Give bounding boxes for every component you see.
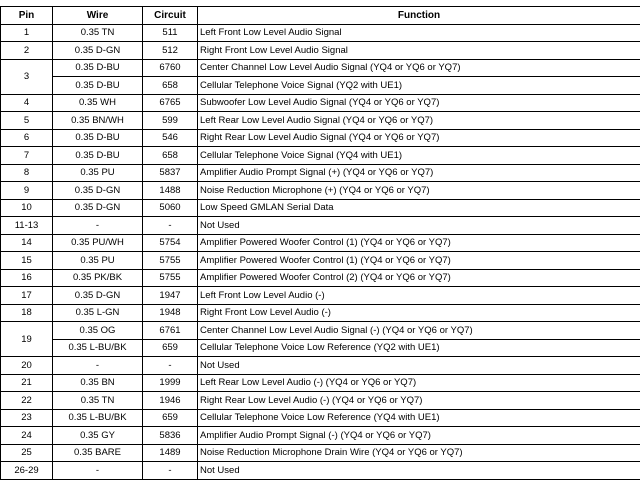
function-cell: Amplifier Audio Prompt Signal (+) (YQ4 or YQ6 or YQ7) xyxy=(198,164,640,182)
table-row xyxy=(1,59,640,77)
table-row xyxy=(1,427,640,445)
wire-cell: 0.35 PU xyxy=(53,164,143,182)
wire-cell: - xyxy=(53,357,143,375)
function-cell: Amplifier Powered Woofer Control (1) (YQ4 or YQ6 or YQ7) xyxy=(198,234,640,252)
circuit-cell: 6761 xyxy=(143,322,198,340)
function-cell: Cellular Telephone Voice Low Reference (YQ4 with UE1) xyxy=(198,409,640,427)
function-cell: Cellular Telephone Voice Low Reference (YQ2 with UE1) xyxy=(198,339,640,357)
wire-cell: 0.35 D-BU xyxy=(53,77,143,95)
function-cell: Noise Reduction Microphone Drain Wire (YQ4 or YQ6 or YQ7) xyxy=(198,444,640,462)
pin-cell: 20 xyxy=(1,357,53,375)
wire-cell: 0.35 GY xyxy=(53,427,143,445)
table-row xyxy=(1,182,640,200)
function-cell: Not Used xyxy=(198,217,640,235)
wire-cell: 0.35 L-BU/BK xyxy=(53,339,143,357)
circuit-cell: 659 xyxy=(143,409,198,427)
pin-cell: 26-29 xyxy=(1,462,53,480)
pin-cell: 17 xyxy=(1,287,53,305)
pin-cell: 2 xyxy=(1,42,53,60)
table-row xyxy=(1,199,640,217)
pin-cell: 15 xyxy=(1,252,53,270)
wire-cell: 0.35 BN xyxy=(53,374,143,392)
pin-cell: 6 xyxy=(1,129,53,147)
circuit-cell: 599 xyxy=(143,112,198,130)
circuit-cell: 6765 xyxy=(143,94,198,112)
pin-cell: 1 xyxy=(1,24,53,42)
circuit-cell: 1947 xyxy=(143,287,198,305)
pin-cell: 22 xyxy=(1,392,53,410)
table-row xyxy=(1,444,640,462)
pin-cell: 3 xyxy=(1,59,53,94)
pin-cell: 19 xyxy=(1,322,53,357)
circuit-cell: 658 xyxy=(143,77,198,95)
pin-cell: 8 xyxy=(1,164,53,182)
header-row xyxy=(1,7,640,25)
function-cell: Left Rear Low Level Audio Signal (YQ4 or YQ6 or YQ7) xyxy=(198,112,640,130)
pin-cell: 5 xyxy=(1,112,53,130)
header-circuit: Circuit xyxy=(143,7,198,25)
wire-cell: 0.35 D-GN xyxy=(53,287,143,305)
circuit-cell: 5060 xyxy=(143,199,198,217)
pin-cell: 21 xyxy=(1,374,53,392)
header-pin: Pin xyxy=(1,7,53,25)
header-wire: Wire xyxy=(53,7,143,25)
function-cell: Center Channel Low Level Audio Signal (-) (YQ4 or YQ6 or YQ7) xyxy=(198,322,640,340)
wire-cell: - xyxy=(53,217,143,235)
function-cell: Right Front Low Level Audio Signal xyxy=(198,42,640,60)
wire-cell: 0.35 D-GN xyxy=(53,42,143,60)
pin-cell: 11-13 xyxy=(1,217,53,235)
function-cell: Noise Reduction Microphone (+) (YQ4 or YQ6 or YQ7) xyxy=(198,182,640,200)
wire-cell: 0.35 WH xyxy=(53,94,143,112)
wire-cell: 0.35 L-BU/BK xyxy=(53,409,143,427)
function-cell: Not Used xyxy=(198,462,640,480)
pin-cell: 16 xyxy=(1,269,53,287)
wire-cell: 0.35 D-GN xyxy=(53,199,143,217)
circuit-cell: 5755 xyxy=(143,252,198,270)
table-row xyxy=(1,129,640,147)
function-cell: Subwoofer Low Level Audio Signal (YQ4 or YQ6 or YQ7) xyxy=(198,94,640,112)
table-row xyxy=(1,112,640,130)
pin-cell: 25 xyxy=(1,444,53,462)
function-cell: Cellular Telephone Voice Signal (YQ2 with UE1) xyxy=(198,77,640,95)
circuit-cell: - xyxy=(143,462,198,480)
circuit-cell: 1999 xyxy=(143,374,198,392)
function-cell: Amplifier Powered Woofer Control (2) (YQ4 or YQ6 or YQ7) xyxy=(198,269,640,287)
table-row xyxy=(1,462,640,480)
table-row xyxy=(1,339,640,357)
circuit-cell: 1948 xyxy=(143,304,198,322)
circuit-cell: 659 xyxy=(143,339,198,357)
function-cell: Left Front Low Level Audio (-) xyxy=(198,287,640,305)
wire-cell: 0.35 D-BU xyxy=(53,59,143,77)
table-row xyxy=(1,287,640,305)
wire-cell: 0.35 D-GN xyxy=(53,182,143,200)
table-row xyxy=(1,304,640,322)
table-row xyxy=(1,252,640,270)
circuit-cell: - xyxy=(143,357,198,375)
circuit-cell: 1946 xyxy=(143,392,198,410)
function-cell: Amplifier Audio Prompt Signal (-) (YQ4 or YQ6 or YQ7) xyxy=(198,427,640,445)
circuit-cell: 1488 xyxy=(143,182,198,200)
function-cell: Left Front Low Level Audio Signal xyxy=(198,24,640,42)
circuit-cell: 546 xyxy=(143,129,198,147)
circuit-cell: 1489 xyxy=(143,444,198,462)
wire-cell: 0.35 TN xyxy=(53,24,143,42)
function-cell: Left Rear Low Level Audio (-) (YQ4 or YQ6 or YQ7) xyxy=(198,374,640,392)
table-row xyxy=(1,357,640,375)
wire-cell: - xyxy=(53,462,143,480)
function-cell: Not Used xyxy=(198,357,640,375)
wire-cell: 0.35 PU/WH xyxy=(53,234,143,252)
table-row xyxy=(1,322,640,340)
circuit-cell: 5755 xyxy=(143,269,198,287)
table-row xyxy=(1,374,640,392)
function-cell: Right Front Low Level Audio (-) xyxy=(198,304,640,322)
pin-cell: 14 xyxy=(1,234,53,252)
circuit-cell: 5754 xyxy=(143,234,198,252)
function-cell: Low Speed GMLAN Serial Data xyxy=(198,199,640,217)
pin-cell: 23 xyxy=(1,409,53,427)
function-cell: Right Rear Low Level Audio (-) (YQ4 or YQ6 or YQ7) xyxy=(198,392,640,410)
wire-cell: 0.35 PU xyxy=(53,252,143,270)
header-function: Function xyxy=(198,7,640,25)
circuit-cell: 658 xyxy=(143,147,198,165)
wire-cell: 0.35 OG xyxy=(53,322,143,340)
table-row xyxy=(1,269,640,287)
table-row xyxy=(1,77,640,95)
circuit-cell: 6760 xyxy=(143,59,198,77)
pin-cell: 24 xyxy=(1,427,53,445)
wire-cell: 0.35 L-GN xyxy=(53,304,143,322)
circuit-cell: 511 xyxy=(143,24,198,42)
wire-cell: 0.35 TN xyxy=(53,392,143,410)
table-row xyxy=(1,392,640,410)
circuit-cell: - xyxy=(143,217,198,235)
function-cell: Cellular Telephone Voice Signal (YQ4 with UE1) xyxy=(198,147,640,165)
wire-cell: 0.35 PK/BK xyxy=(53,269,143,287)
pin-cell: 4 xyxy=(1,94,53,112)
table-row xyxy=(1,147,640,165)
function-cell: Right Rear Low Level Audio Signal (YQ4 or YQ6 or YQ7) xyxy=(198,129,640,147)
circuit-cell: 5836 xyxy=(143,427,198,445)
pin-cell: 9 xyxy=(1,182,53,200)
table-row xyxy=(1,94,640,112)
table-row xyxy=(1,234,640,252)
circuit-cell: 5837 xyxy=(143,164,198,182)
wire-cell: 0.35 D-BU xyxy=(53,129,143,147)
pinout-table xyxy=(0,6,640,480)
table-row xyxy=(1,24,640,42)
wire-cell: 0.35 BN/WH xyxy=(53,112,143,130)
pin-cell: 7 xyxy=(1,147,53,165)
function-cell: Center Channel Low Level Audio Signal (YQ4 or YQ6 or YQ7) xyxy=(198,59,640,77)
table-row xyxy=(1,217,640,235)
pin-cell: 10 xyxy=(1,199,53,217)
wire-cell: 0.35 BARE xyxy=(53,444,143,462)
circuit-cell: 512 xyxy=(143,42,198,60)
table-row xyxy=(1,164,640,182)
table-row xyxy=(1,42,640,60)
table-row xyxy=(1,409,640,427)
pin-cell: 18 xyxy=(1,304,53,322)
wire-cell: 0.35 D-BU xyxy=(53,147,143,165)
function-cell: Amplifier Powered Woofer Control (1) (YQ4 or YQ6 or YQ7) xyxy=(198,252,640,270)
